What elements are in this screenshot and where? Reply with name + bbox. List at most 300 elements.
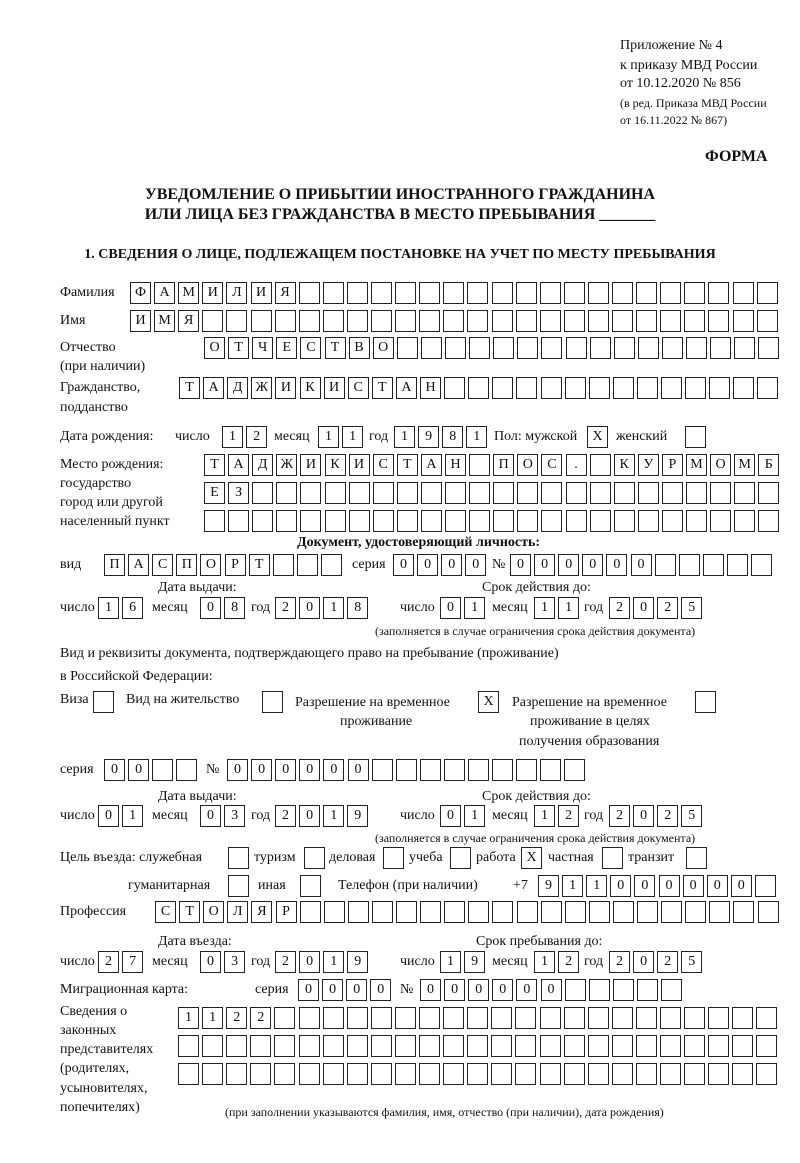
purpose-work-checkbox[interactable]: X: [521, 847, 542, 869]
profession-cell[interactable]: Р: [276, 901, 297, 923]
birth-place-cell[interactable]: [421, 510, 442, 532]
birth-place-cell[interactable]: Б: [758, 454, 779, 476]
citizenship-cell[interactable]: [685, 377, 706, 399]
number-cell[interactable]: [679, 554, 700, 576]
representative-cell[interactable]: [660, 1007, 681, 1029]
citizenship-cell[interactable]: [565, 377, 586, 399]
month-cell[interactable]: 8: [224, 597, 245, 619]
profession-cell[interactable]: [300, 901, 321, 923]
patronymic-cell[interactable]: [710, 337, 731, 359]
day-cell[interactable]: 1: [222, 426, 243, 448]
representative-cell[interactable]: [491, 1035, 512, 1057]
birth-place-cell[interactable]: [397, 482, 418, 504]
purpose-official-checkbox[interactable]: [228, 847, 249, 869]
patronymic-cell[interactable]: [662, 337, 683, 359]
representative-cell[interactable]: [515, 1063, 536, 1085]
name-cell[interactable]: И: [130, 310, 151, 332]
birth-place-cell[interactable]: Ж: [276, 454, 297, 476]
representative-cell[interactable]: [467, 1035, 488, 1057]
surname-cell[interactable]: Я: [275, 282, 296, 304]
representative-cell[interactable]: 2: [250, 1007, 271, 1029]
profession-cell[interactable]: [637, 901, 658, 923]
year-cell[interactable]: 2: [275, 951, 296, 973]
visa-checkbox[interactable]: [93, 691, 114, 713]
year-cell[interactable]: 0: [633, 597, 654, 619]
series-cell[interactable]: 0: [370, 979, 391, 1001]
birth-place-cell[interactable]: З: [228, 482, 249, 504]
citizenship-cell[interactable]: С: [348, 377, 369, 399]
patronymic-cell[interactable]: [541, 337, 562, 359]
number-cell[interactable]: 0: [510, 554, 531, 576]
doc-type-cell[interactable]: Т: [249, 554, 270, 576]
profession-cell[interactable]: [420, 901, 441, 923]
representative-cell[interactable]: [443, 1007, 464, 1029]
birth-place-cell[interactable]: [710, 482, 731, 504]
representative-cell[interactable]: [250, 1035, 271, 1057]
representative-cell[interactable]: [323, 1035, 344, 1057]
profession-cell[interactable]: [565, 901, 586, 923]
birth-place-cell[interactable]: [276, 510, 297, 532]
citizenship-cell[interactable]: Ж: [251, 377, 272, 399]
number-cell[interactable]: 0: [275, 759, 296, 781]
birth-place-cell[interactable]: И: [300, 454, 321, 476]
surname-cell[interactable]: [708, 282, 729, 304]
name-cell[interactable]: [540, 310, 561, 332]
surname-cell[interactable]: [636, 282, 657, 304]
birth-place-cell[interactable]: О: [517, 454, 538, 476]
year-cell[interactable]: 1: [394, 426, 415, 448]
month-cell[interactable]: 1: [534, 805, 555, 827]
representative-cell[interactable]: [636, 1007, 657, 1029]
representative-cell[interactable]: [515, 1007, 536, 1029]
representative-cell[interactable]: [756, 1007, 777, 1029]
number-cell[interactable]: 0: [606, 554, 627, 576]
surname-cell[interactable]: Ф: [130, 282, 151, 304]
representative-cell[interactable]: [395, 1035, 416, 1057]
representative-cell[interactable]: [419, 1063, 440, 1085]
year-cell[interactable]: 5: [681, 805, 702, 827]
patronymic-cell[interactable]: [469, 337, 490, 359]
birth-place-cell[interactable]: [590, 482, 611, 504]
representative-cell[interactable]: [684, 1007, 705, 1029]
birth-place-cell[interactable]: К: [614, 454, 635, 476]
phone-cell[interactable]: 9: [538, 875, 559, 897]
representative-cell[interactable]: [443, 1035, 464, 1057]
number-cell[interactable]: [564, 759, 585, 781]
purpose-private-checkbox[interactable]: [602, 847, 623, 869]
name-cell[interactable]: [684, 310, 705, 332]
phone-cell[interactable]: 1: [586, 875, 607, 897]
profession-cell[interactable]: [709, 901, 730, 923]
representative-cell[interactable]: [636, 1035, 657, 1057]
citizenship-cell[interactable]: [444, 377, 465, 399]
name-cell[interactable]: [733, 310, 754, 332]
number-cell[interactable]: [565, 979, 586, 1001]
birth-place-cell[interactable]: [686, 510, 707, 532]
citizenship-cell[interactable]: [733, 377, 754, 399]
number-cell[interactable]: 0: [227, 759, 248, 781]
representative-cell[interactable]: [178, 1063, 199, 1085]
representative-cell[interactable]: [371, 1035, 392, 1057]
profession-cell[interactable]: [517, 901, 538, 923]
birth-place-cell[interactable]: К: [325, 454, 346, 476]
year-cell[interactable]: 2: [609, 805, 630, 827]
purpose-other-checkbox[interactable]: [300, 875, 321, 897]
birth-place-cell[interactable]: С: [373, 454, 394, 476]
representative-cell[interactable]: 1: [202, 1007, 223, 1029]
day-cell[interactable]: 1: [440, 951, 461, 973]
number-cell[interactable]: [372, 759, 393, 781]
birth-place-cell[interactable]: [349, 510, 370, 532]
representative-cell[interactable]: [299, 1063, 320, 1085]
birth-place-cell[interactable]: [300, 482, 321, 504]
temp-permit-edu-checkbox[interactable]: [695, 691, 716, 713]
phone-cell[interactable]: 1: [562, 875, 583, 897]
birth-place-cell[interactable]: [445, 510, 466, 532]
birth-place-cell[interactable]: О: [710, 454, 731, 476]
representative-cell[interactable]: [443, 1063, 464, 1085]
profession-cell[interactable]: [613, 901, 634, 923]
representative-cell[interactable]: [540, 1035, 561, 1057]
citizenship-cell[interactable]: [516, 377, 537, 399]
representative-cell[interactable]: [708, 1035, 729, 1057]
profession-cell[interactable]: [396, 901, 417, 923]
birth-place-cell[interactable]: [469, 454, 490, 476]
representative-cell[interactable]: [347, 1035, 368, 1057]
birth-place-cell[interactable]: [325, 510, 346, 532]
series-cell[interactable]: [176, 759, 197, 781]
representative-cell[interactable]: [395, 1007, 416, 1029]
representative-cell[interactable]: [708, 1007, 729, 1029]
surname-cell[interactable]: А: [154, 282, 175, 304]
series-cell[interactable]: 0: [393, 554, 414, 576]
year-cell[interactable]: 5: [681, 951, 702, 973]
name-cell[interactable]: [660, 310, 681, 332]
name-cell[interactable]: [708, 310, 729, 332]
citizenship-cell[interactable]: Т: [179, 377, 200, 399]
male-checkbox[interactable]: X: [587, 426, 608, 448]
profession-cell[interactable]: [468, 901, 489, 923]
birth-place-cell[interactable]: [614, 510, 635, 532]
citizenship-cell[interactable]: [613, 377, 634, 399]
patronymic-cell[interactable]: [734, 337, 755, 359]
patronymic-cell[interactable]: Ч: [252, 337, 273, 359]
phone-cell[interactable]: 0: [634, 875, 655, 897]
representative-cell[interactable]: [732, 1063, 753, 1085]
birth-place-cell[interactable]: [590, 510, 611, 532]
month-cell[interactable]: 3: [224, 805, 245, 827]
year-cell[interactable]: 2: [657, 805, 678, 827]
profession-cell[interactable]: Я: [251, 901, 272, 923]
birth-place-cell[interactable]: [566, 482, 587, 504]
birth-place-cell[interactable]: .: [566, 454, 587, 476]
birth-place-cell[interactable]: [638, 510, 659, 532]
number-cell[interactable]: [661, 979, 682, 1001]
profession-cell[interactable]: [541, 901, 562, 923]
surname-cell[interactable]: [395, 282, 416, 304]
representative-cell[interactable]: [612, 1007, 633, 1029]
citizenship-cell[interactable]: [661, 377, 682, 399]
birth-place-cell[interactable]: [566, 510, 587, 532]
year-cell[interactable]: 2: [657, 951, 678, 973]
surname-cell[interactable]: [564, 282, 585, 304]
representative-cell[interactable]: [540, 1063, 561, 1085]
profession-cell[interactable]: [492, 901, 513, 923]
representative-cell[interactable]: [732, 1035, 753, 1057]
number-cell[interactable]: [540, 759, 561, 781]
citizenship-cell[interactable]: Н: [420, 377, 441, 399]
month-cell[interactable]: 0: [200, 597, 221, 619]
representative-cell[interactable]: [323, 1007, 344, 1029]
birth-place-cell[interactable]: [300, 510, 321, 532]
day-cell[interactable]: 1: [464, 597, 485, 619]
name-cell[interactable]: [251, 310, 272, 332]
citizenship-cell[interactable]: [709, 377, 730, 399]
month-cell[interactable]: 0: [200, 951, 221, 973]
representative-cell[interactable]: [564, 1063, 585, 1085]
representative-cell[interactable]: [347, 1007, 368, 1029]
surname-cell[interactable]: [612, 282, 633, 304]
purpose-transit-checkbox[interactable]: [686, 847, 707, 869]
patronymic-cell[interactable]: Т: [228, 337, 249, 359]
birth-place-cell[interactable]: [373, 482, 394, 504]
doc-type-cell[interactable]: П: [104, 554, 125, 576]
day-cell[interactable]: 0: [98, 805, 119, 827]
representative-cell[interactable]: [226, 1035, 247, 1057]
birth-place-cell[interactable]: Т: [397, 454, 418, 476]
number-cell[interactable]: [468, 759, 489, 781]
birth-place-cell[interactable]: [758, 482, 779, 504]
birth-place-cell[interactable]: М: [734, 454, 755, 476]
surname-cell[interactable]: [588, 282, 609, 304]
year-cell[interactable]: 1: [466, 426, 487, 448]
patronymic-cell[interactable]: [638, 337, 659, 359]
phone-cell[interactable]: 0: [610, 875, 631, 897]
representative-cell[interactable]: [371, 1063, 392, 1085]
representative-cell[interactable]: [299, 1035, 320, 1057]
doc-type-cell[interactable]: С: [152, 554, 173, 576]
name-cell[interactable]: [371, 310, 392, 332]
citizenship-cell[interactable]: [757, 377, 778, 399]
surname-cell[interactable]: М: [178, 282, 199, 304]
purpose-study-checkbox[interactable]: [450, 847, 471, 869]
month-cell[interactable]: 2: [558, 805, 579, 827]
surname-cell[interactable]: Л: [226, 282, 247, 304]
name-cell[interactable]: М: [154, 310, 175, 332]
citizenship-cell[interactable]: [637, 377, 658, 399]
name-cell[interactable]: [202, 310, 223, 332]
number-cell[interactable]: 0: [516, 979, 537, 1001]
representative-cell[interactable]: [612, 1035, 633, 1057]
representative-cell[interactable]: [467, 1063, 488, 1085]
representative-cell[interactable]: [274, 1063, 295, 1085]
representative-cell[interactable]: [467, 1007, 488, 1029]
patronymic-cell[interactable]: [566, 337, 587, 359]
representative-cell[interactable]: [684, 1035, 705, 1057]
representative-cell[interactable]: [756, 1035, 777, 1057]
year-cell[interactable]: 0: [299, 597, 320, 619]
year-cell[interactable]: 1: [323, 805, 344, 827]
representative-cell[interactable]: [708, 1063, 729, 1085]
doc-type-cell[interactable]: [273, 554, 294, 576]
number-cell[interactable]: [637, 979, 658, 1001]
number-cell[interactable]: 0: [444, 979, 465, 1001]
patronymic-cell[interactable]: О: [204, 337, 225, 359]
name-cell[interactable]: [275, 310, 296, 332]
month-cell[interactable]: 3: [224, 951, 245, 973]
number-cell[interactable]: 0: [631, 554, 652, 576]
year-cell[interactable]: 1: [323, 951, 344, 973]
representative-cell[interactable]: [419, 1007, 440, 1029]
birth-place-cell[interactable]: [469, 510, 490, 532]
day-cell[interactable]: 7: [122, 951, 143, 973]
patronymic-cell[interactable]: Т: [325, 337, 346, 359]
representative-cell[interactable]: [202, 1063, 223, 1085]
name-cell[interactable]: [467, 310, 488, 332]
birth-place-cell[interactable]: [493, 510, 514, 532]
year-cell[interactable]: 9: [347, 951, 368, 973]
birth-place-cell[interactable]: [638, 482, 659, 504]
profession-cell[interactable]: [348, 901, 369, 923]
citizenship-cell[interactable]: А: [203, 377, 224, 399]
purpose-humanitarian-checkbox[interactable]: [228, 875, 249, 897]
profession-cell[interactable]: [372, 901, 393, 923]
year-cell[interactable]: 0: [299, 805, 320, 827]
year-cell[interactable]: 8: [442, 426, 463, 448]
name-cell[interactable]: [226, 310, 247, 332]
phone-cell[interactable]: 0: [659, 875, 680, 897]
profession-cell[interactable]: Л: [227, 901, 248, 923]
number-cell[interactable]: 0: [468, 979, 489, 1001]
representative-cell[interactable]: [274, 1035, 295, 1057]
day-cell[interactable]: 6: [122, 597, 143, 619]
representative-cell[interactable]: [660, 1035, 681, 1057]
birth-place-cell[interactable]: [421, 482, 442, 504]
birth-place-cell[interactable]: [445, 482, 466, 504]
birth-place-cell[interactable]: С: [541, 454, 562, 476]
profession-cell[interactable]: [589, 901, 610, 923]
representative-cell[interactable]: [202, 1035, 223, 1057]
representative-cell[interactable]: [178, 1035, 199, 1057]
patronymic-cell[interactable]: [517, 337, 538, 359]
month-cell[interactable]: 0: [200, 805, 221, 827]
number-cell[interactable]: 0: [323, 759, 344, 781]
name-cell[interactable]: [564, 310, 585, 332]
doc-type-cell[interactable]: [321, 554, 342, 576]
representative-cell[interactable]: [395, 1063, 416, 1085]
doc-type-cell[interactable]: П: [176, 554, 197, 576]
year-cell[interactable]: 2: [609, 951, 630, 973]
representative-cell[interactable]: [564, 1007, 585, 1029]
profession-cell[interactable]: [324, 901, 345, 923]
surname-cell[interactable]: [419, 282, 440, 304]
birth-place-cell[interactable]: [517, 482, 538, 504]
number-cell[interactable]: 0: [348, 759, 369, 781]
patronymic-cell[interactable]: [758, 337, 779, 359]
patronymic-cell[interactable]: Е: [276, 337, 297, 359]
birth-place-cell[interactable]: Д: [252, 454, 273, 476]
month-cell[interactable]: 1: [342, 426, 363, 448]
female-checkbox[interactable]: [685, 426, 706, 448]
number-cell[interactable]: 0: [534, 554, 555, 576]
surname-cell[interactable]: [299, 282, 320, 304]
citizenship-cell[interactable]: [468, 377, 489, 399]
birth-place-cell[interactable]: [686, 482, 707, 504]
profession-cell[interactable]: [733, 901, 754, 923]
representative-cell[interactable]: [636, 1063, 657, 1085]
doc-type-cell[interactable]: А: [128, 554, 149, 576]
series-cell[interactable]: 0: [417, 554, 438, 576]
day-cell[interactable]: 9: [464, 951, 485, 973]
citizenship-cell[interactable]: [541, 377, 562, 399]
surname-cell[interactable]: [540, 282, 561, 304]
year-cell[interactable]: 0: [633, 951, 654, 973]
name-cell[interactable]: [323, 310, 344, 332]
representative-cell[interactable]: [323, 1063, 344, 1085]
name-cell[interactable]: Я: [178, 310, 199, 332]
patronymic-cell[interactable]: [686, 337, 707, 359]
number-cell[interactable]: [655, 554, 676, 576]
representative-cell[interactable]: 2: [226, 1007, 247, 1029]
birth-place-cell[interactable]: [493, 482, 514, 504]
name-cell[interactable]: [516, 310, 537, 332]
birth-place-cell[interactable]: [373, 510, 394, 532]
name-cell[interactable]: [612, 310, 633, 332]
birth-place-cell[interactable]: А: [421, 454, 442, 476]
month-cell[interactable]: 1: [534, 951, 555, 973]
number-cell[interactable]: [492, 759, 513, 781]
series-cell[interactable]: 0: [128, 759, 149, 781]
citizenship-cell[interactable]: И: [324, 377, 345, 399]
representative-cell[interactable]: [564, 1035, 585, 1057]
birth-place-cell[interactable]: [276, 482, 297, 504]
year-cell[interactable]: 2: [657, 597, 678, 619]
number-cell[interactable]: [703, 554, 724, 576]
birth-place-cell[interactable]: [541, 482, 562, 504]
series-cell[interactable]: 0: [441, 554, 462, 576]
birth-place-cell[interactable]: [590, 454, 611, 476]
surname-cell[interactable]: [467, 282, 488, 304]
representative-cell[interactable]: 1: [178, 1007, 199, 1029]
representative-cell[interactable]: [588, 1007, 609, 1029]
surname-cell[interactable]: [443, 282, 464, 304]
representative-cell[interactable]: [491, 1063, 512, 1085]
number-cell[interactable]: [613, 979, 634, 1001]
representative-cell[interactable]: [347, 1063, 368, 1085]
patronymic-cell[interactable]: О: [373, 337, 394, 359]
surname-cell[interactable]: [757, 282, 778, 304]
birth-place-cell[interactable]: [252, 482, 273, 504]
day-cell[interactable]: 1: [464, 805, 485, 827]
phone-cell[interactable]: [755, 875, 776, 897]
name-cell[interactable]: [419, 310, 440, 332]
year-cell[interactable]: 8: [347, 597, 368, 619]
day-cell[interactable]: 0: [440, 805, 461, 827]
year-cell[interactable]: 2: [275, 805, 296, 827]
surname-cell[interactable]: И: [251, 282, 272, 304]
residence-permit-checkbox[interactable]: [262, 691, 283, 713]
patronymic-cell[interactable]: [421, 337, 442, 359]
representative-cell[interactable]: [371, 1007, 392, 1029]
year-cell[interactable]: 0: [299, 951, 320, 973]
patronymic-cell[interactable]: [493, 337, 514, 359]
number-cell[interactable]: [396, 759, 417, 781]
patronymic-cell[interactable]: С: [300, 337, 321, 359]
profession-cell[interactable]: [758, 901, 779, 923]
purpose-business-checkbox[interactable]: [383, 847, 404, 869]
year-cell[interactable]: 2: [275, 597, 296, 619]
birth-place-cell[interactable]: [734, 510, 755, 532]
